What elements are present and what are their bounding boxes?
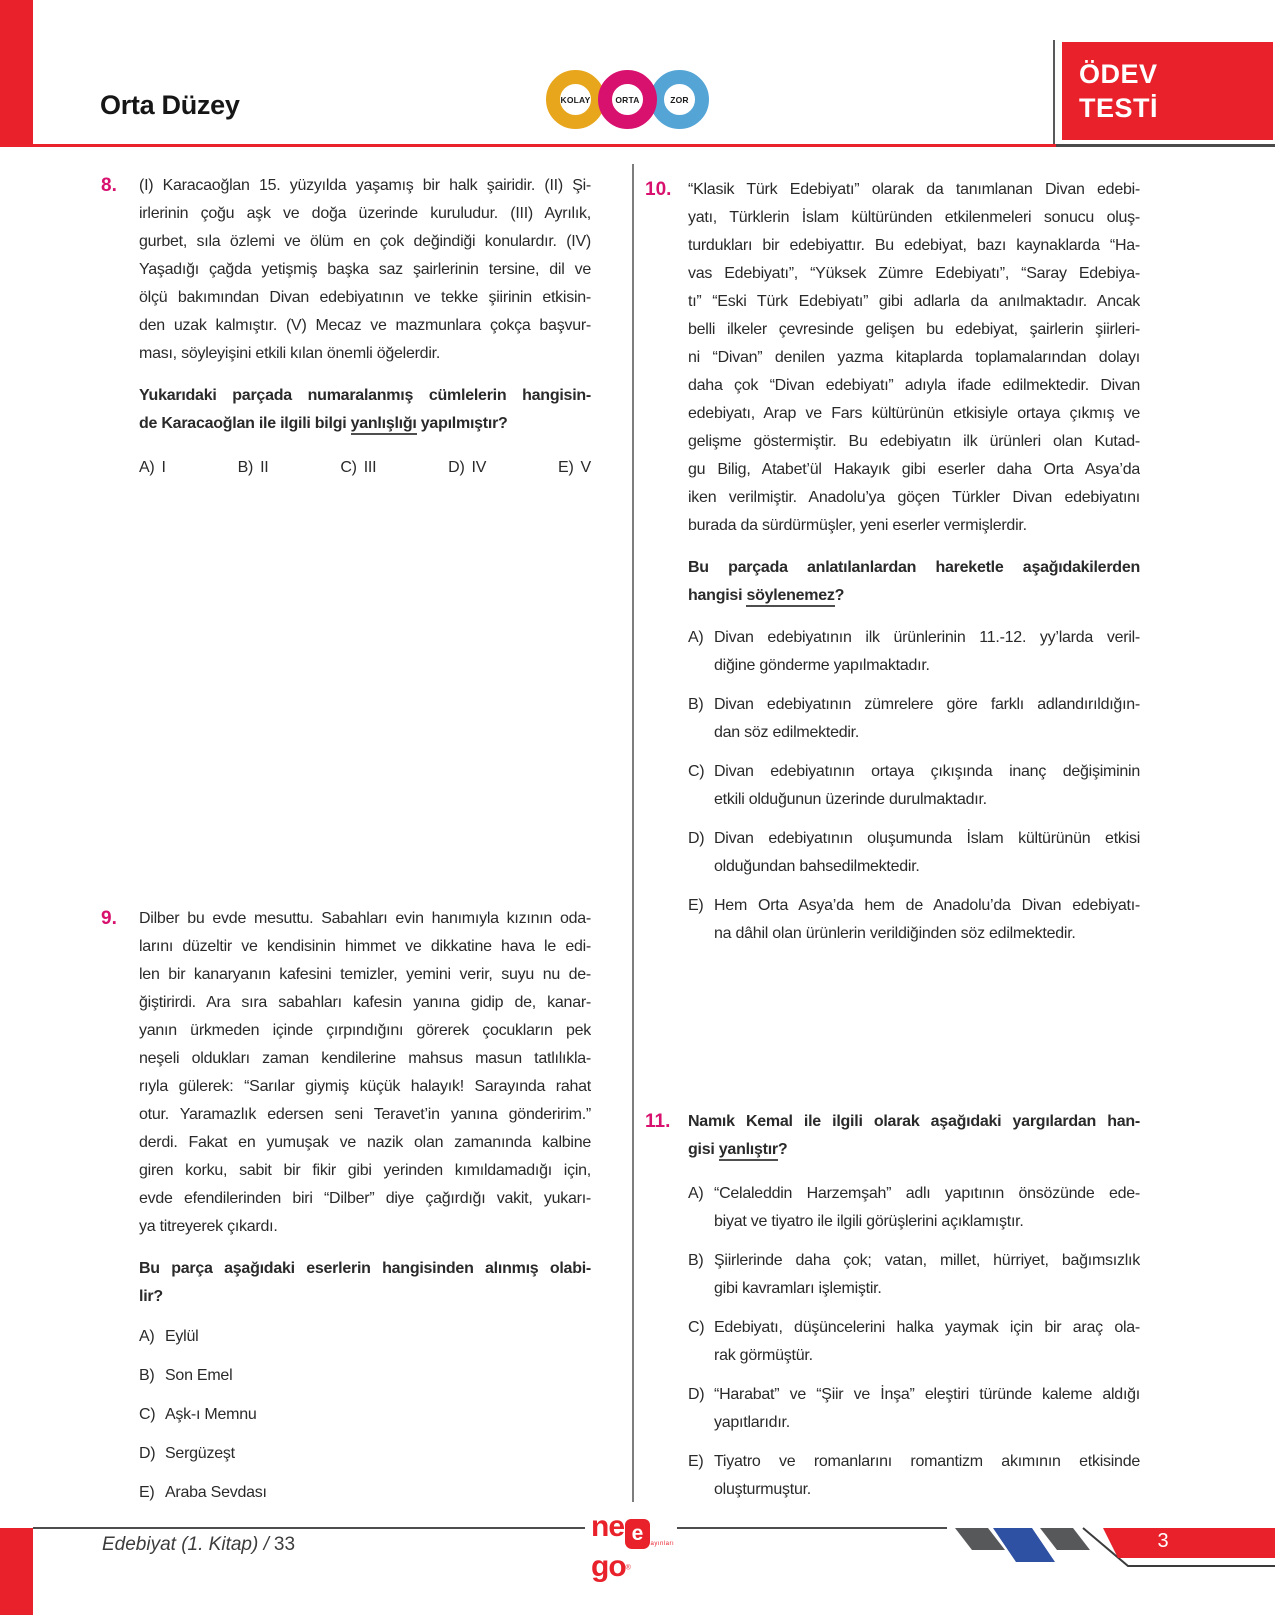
option-text: [714, 1381, 1140, 1437]
option-letter: B): [688, 696, 704, 713]
logo-subtitle: yayınları: [647, 1541, 675, 1547]
option-letter: B): [688, 1252, 704, 1269]
text-line: daha çok “Divan edebiyatı” adıyla ifade edilmektedir. Divan: [688, 377, 1140, 394]
stem-underlined-word: yanlıştır: [719, 1141, 778, 1161]
ring-label-orta: ORTA: [615, 94, 640, 105]
option-b: [139, 1362, 591, 1390]
option-text: [714, 691, 1140, 747]
text-line: olduğundan bahsedilmektedir.: [714, 858, 920, 875]
bottom-red-bar: [0, 1528, 33, 1615]
question-9: [97, 905, 593, 1518]
question-11: [645, 1108, 1141, 1515]
text-line: neşeli oldukları zaman kendilerine mahsus masun tatlılıkla-: [139, 1050, 591, 1067]
text-line: den uzak kalmıştır. (V) Mecaz ve mazmunlara çokça başvur-: [139, 317, 591, 334]
text-line: Edebiyatı, düşüncelerini halka yaymak için bir araç ola-: [714, 1319, 1140, 1336]
text-line: vas Edebiyatı”, “Yüksek Zümre Edebiyatı”, “Saray Edebiya-: [688, 265, 1140, 282]
difficulty-rings: [546, 70, 709, 129]
option-c: [139, 1401, 591, 1429]
option-d: [688, 1381, 1140, 1437]
option-text: V: [580, 459, 591, 476]
option-text: [714, 825, 1140, 881]
options-row: [139, 454, 591, 482]
question-10: [645, 176, 1141, 959]
text-line: oluşturmuştur.: [714, 1481, 811, 1498]
option-e: [688, 1448, 1140, 1504]
option-letter: A): [688, 629, 704, 646]
option-letter: A): [139, 459, 155, 476]
option-b: [238, 454, 269, 482]
text-line: giren korku, sabit bir fikir gibi yerinden kımıldamadığı için,: [139, 1162, 591, 1179]
text-line: (I) Karacaoğlan 15. yüzyılda yaşamış bir halk şairidir. (II) Şi-: [139, 177, 591, 194]
stem-text: ?: [777, 1141, 788, 1158]
page-number-band: [1103, 1528, 1275, 1558]
option-b: [688, 691, 1140, 747]
text-line: rak görmüştür.: [714, 1347, 813, 1364]
option-letter: E): [688, 897, 704, 914]
text-line: dan söz edilmektedir.: [714, 724, 860, 741]
stem-line: [139, 410, 591, 438]
stem-line: lir?: [139, 1288, 163, 1305]
option-text: Sergüzeşt: [165, 1445, 235, 1462]
text-line: yapıtlarıdır.: [714, 1414, 790, 1431]
homework-test-badge: [1062, 42, 1273, 140]
question-body: [139, 905, 591, 1241]
text-line: Yaşadığı çağda yetişmiş başka saz şairlerinin tersine, dil ve: [139, 261, 591, 278]
text-line: Divan edebiyatının ortaya çıkışında inanç değişiminin: [714, 763, 1140, 780]
header-rule-red: [0, 144, 1056, 147]
option-letter: C): [688, 763, 705, 780]
option-e: [688, 892, 1140, 948]
option-letter: A): [139, 1328, 155, 1345]
question-body: [139, 172, 591, 368]
text-line: “Klasik Türk Edebiyatı” olarak da tanımlanan Divan edebi-: [688, 181, 1140, 198]
option-text: Son Emel: [165, 1367, 233, 1384]
ring-label-zor: ZOR: [670, 94, 689, 105]
option-text: [714, 624, 1140, 680]
question-number: 10.: [645, 179, 672, 200]
option-letter: C): [139, 1406, 156, 1423]
options-list: [688, 624, 1140, 948]
text-line: otur. Yaramazlık edersen seni Teravet’in yanına gönderirim.”: [139, 1106, 591, 1123]
option-letter: B): [139, 1367, 155, 1384]
option-text: [714, 1448, 1140, 1504]
option-text: [714, 1180, 1140, 1236]
option-a: [139, 454, 166, 482]
stem-line: [688, 1136, 1140, 1164]
option-text: [714, 892, 1140, 948]
option-text: I: [161, 459, 166, 476]
footer-rule-left: [33, 1527, 585, 1529]
text-line: “Harabat” ve “Şiir ve İnşa” eleştiri türünde kaleme aldığı: [714, 1386, 1140, 1403]
book-icon: e: [625, 1519, 650, 1549]
stem-text: de Karacaoğlan ile ilgili bilgi: [139, 415, 351, 432]
option-letter: D): [448, 459, 465, 476]
text-line: derdi. Fakat en yumuşak ve nazik olan zamanında kalbine: [139, 1134, 591, 1151]
registered-mark-icon: ®: [625, 1564, 631, 1572]
options-list: [139, 1323, 591, 1507]
option-c: [688, 1314, 1140, 1370]
text-line: ni “Divan” denilen yazma kitaplarda toplamalarından dolayı: [688, 349, 1140, 366]
text-line: tı” “Eski Türk Edebiyatı” gibi adlarla da anılmaktadır. Ancak: [688, 293, 1140, 310]
text-line: Divan edebiyatının oluşumunda İslam kültürünün etkisi: [714, 830, 1140, 847]
difficulty-ring-kolay: [546, 70, 605, 129]
gray-stripe-icon: [1040, 1528, 1090, 1550]
option-text: III: [363, 459, 377, 476]
stem-underlined-word: söylenemez: [746, 587, 834, 607]
stem-line: Namık Kemal ile ilgili olarak aşağıdaki yargılardan han-: [688, 1113, 1140, 1130]
option-e: [139, 1479, 591, 1507]
option-c: [688, 758, 1140, 814]
option-c: [340, 454, 376, 482]
text-line: larını düzeltir ve kendisinin himmet ve dikkatine hava le edi-: [139, 938, 591, 955]
text-line: na dâhil olan ürünlerin verildiğinden söz edilmektedir.: [714, 925, 1076, 942]
section-label: Orta Düzey: [100, 90, 240, 120]
text-line: gelişme göstermiştir. Bu edebiyatın ilk ürünleri olan Kutad-: [688, 433, 1140, 450]
option-letter: E): [688, 1453, 704, 1470]
left-red-bar: [0, 0, 33, 144]
stem-text: ?: [834, 587, 845, 604]
stem-text: gisi: [688, 1141, 719, 1158]
options-list: [688, 1180, 1140, 1504]
text-line: ya titreyerek çıkardı.: [139, 1218, 278, 1235]
text-line: Şiirlerinde daha çok; vatan, millet, hürriyet, bağımsızlık: [714, 1252, 1140, 1269]
option-letter: B): [237, 459, 254, 476]
text-line: gu Bilig, Atabet’ül Hakayık gibi eserler daha Orta Asya’da: [688, 461, 1140, 478]
text-line: gurbet, sıla özlemi ve ölüm en çok değindiği konulardır. (IV): [139, 233, 591, 250]
question-number: 9.: [101, 908, 117, 929]
text-line: rıyla gülerek: “Sarılar giymiş küçük halayık! Sarayında rahat: [139, 1078, 591, 1095]
text-line: edebiyatı, Arap ve Fars kültürünün etkisiyle ortaya çıkmış ve: [688, 405, 1140, 422]
option-b: [688, 1247, 1140, 1303]
text-line: turdukları bir edebiyattır. Bu edebiyat, bazı kaynaklarda “Ha-: [688, 237, 1140, 254]
difficulty-ring-zor: [650, 70, 709, 129]
text-line: ması, söyleyişini etkili kılan önemli öğelerdir.: [139, 345, 441, 362]
text-line: “Celaleddin Harzemşah” adlı yapıtının önsözünde ede-: [714, 1185, 1140, 1202]
option-text: [714, 1314, 1140, 1370]
stem-text: yapılmıştır?: [416, 415, 508, 432]
difficulty-ring-orta: [598, 70, 657, 129]
text-line: ğiştirirdi. Ara sıra sabahları kafesin yanına gidip de, kanar-: [139, 994, 591, 1011]
badge-divider-line: [1053, 40, 1055, 146]
question-number: 8.: [101, 175, 117, 196]
column-divider: [632, 164, 634, 1502]
text-line: biyat ve tiyatro ile ilgili görüşlerini açıklamıştır.: [714, 1213, 1024, 1230]
text-line: yanın ürkmeden içinde çırpındığını görerek çocukların pek: [139, 1022, 591, 1039]
text-line: belli ilkeler çevresinde gelişen bu edebiyat, şairlerin şiirleri-: [688, 321, 1140, 338]
text-line: Dilber bu evde mesuttu. Sabahları evin hanımıyla kızının oda-: [139, 910, 591, 927]
text-line: etkili olduğunun üzerinde durulmaktadır.: [714, 791, 987, 808]
stem-line: Bu parça aşağıdaki eserlerin hangisinden alınmış olabi-: [139, 1260, 591, 1277]
option-e: [558, 454, 591, 482]
badge-line2: TESTİ: [1079, 93, 1159, 123]
ring-label-kolay: KOLAY: [560, 94, 591, 105]
option-letter: A): [688, 1185, 704, 1202]
option-d: [448, 454, 486, 482]
question-8: [97, 172, 593, 482]
stem-line: Bu parçada anlatılanlardan hareketle aşağıdakilerden: [688, 559, 1140, 576]
text-line: Divan edebiyatının zümrelere göre farklı adlandırıldığın-: [714, 696, 1140, 713]
footer-book-reference: [102, 1534, 295, 1556]
option-letter: D): [139, 1445, 156, 1462]
badge-line1: ÖDEV: [1079, 59, 1158, 89]
stem-line: [688, 582, 1140, 610]
book-title: Edebiyat (1. Kitap) /: [102, 1534, 269, 1555]
option-text: IV: [471, 459, 487, 476]
option-text: Araba Sevdası: [165, 1484, 267, 1501]
text-line: burada da sürdürmüşler, yeni eserler vermişlerdir.: [688, 517, 1027, 534]
option-d: [688, 825, 1140, 881]
footer-rule-right: [677, 1527, 947, 1529]
option-letter: E): [558, 459, 574, 476]
option-d: [139, 1440, 591, 1468]
stem-text: hangisi: [688, 587, 747, 604]
option-a: [688, 1180, 1140, 1236]
text-line: irlerinin çoğu aşk ve doğa üzerinde kuruludur. (III) Ayrılık,: [139, 205, 591, 222]
text-line: len bir kanaryanın kafesini temizler, yemini verir, suyu nu de-: [139, 966, 591, 983]
text-line: diğine gönderme yapılmaktadır.: [714, 657, 930, 674]
question-number: 11.: [645, 1111, 671, 1132]
page-number: 3: [1157, 1530, 1169, 1552]
option-text: [714, 758, 1140, 814]
book-page-number: 33: [273, 1534, 296, 1555]
stem-underlined-word: yanlışlığı: [351, 415, 417, 435]
logo-text-ne: ne: [591, 1510, 625, 1543]
option-a: [688, 624, 1140, 680]
question-body: [688, 176, 1140, 540]
question-stem: [688, 554, 1140, 610]
publisher-logo: [591, 1509, 677, 1583]
text-line: ölçü bakımından Divan edebiyatının ve tekke şiirinin etkisin-: [139, 289, 591, 306]
question-stem: [688, 1108, 1140, 1164]
text-line: Hem Orta Asya’da hem de Anadolu’da Divan edebiyatı-: [714, 897, 1140, 914]
option-text: II: [260, 459, 269, 476]
question-stem: [139, 382, 591, 438]
option-letter: D): [688, 1386, 705, 1403]
option-a: [139, 1323, 591, 1351]
footer-stripes-decoration: [950, 1516, 1275, 1576]
option-text: Aşk-ı Memnu: [165, 1406, 257, 1423]
option-letter: D): [688, 830, 705, 847]
text-line: iken verilmiştir. Anadolu’ya göçen Türkler Divan edebiyatını: [688, 489, 1140, 506]
option-letter: C): [340, 459, 357, 476]
text-line: evde efendilerinden biri “Dilber” diye çağırdığı vakit, yukarı-: [139, 1190, 591, 1207]
question-stem: [139, 1255, 591, 1311]
stem-line: Yukarıdaki parçada numaralanmış cümlelerin hangisin-: [139, 387, 591, 404]
text-line: Divan edebiyatının ilk ürünlerinin 11.-12. yy’larda veril-: [714, 629, 1140, 646]
text-line: gibi kavramları işlemiştir.: [714, 1280, 882, 1297]
text-line: yatı, Türklerin İslam kültüründen etkilenmeleri sonucu oluş-: [688, 209, 1140, 226]
option-text: Eylül: [165, 1328, 199, 1345]
text-line: Tiyatro ve romanlarını romantizm akımının etkisinde: [714, 1453, 1140, 1470]
option-letter: E): [139, 1484, 155, 1501]
option-letter: C): [688, 1319, 705, 1336]
logo-text-go: go: [591, 1550, 626, 1583]
header-rule-dark: [1056, 144, 1275, 147]
option-text: [714, 1247, 1140, 1303]
